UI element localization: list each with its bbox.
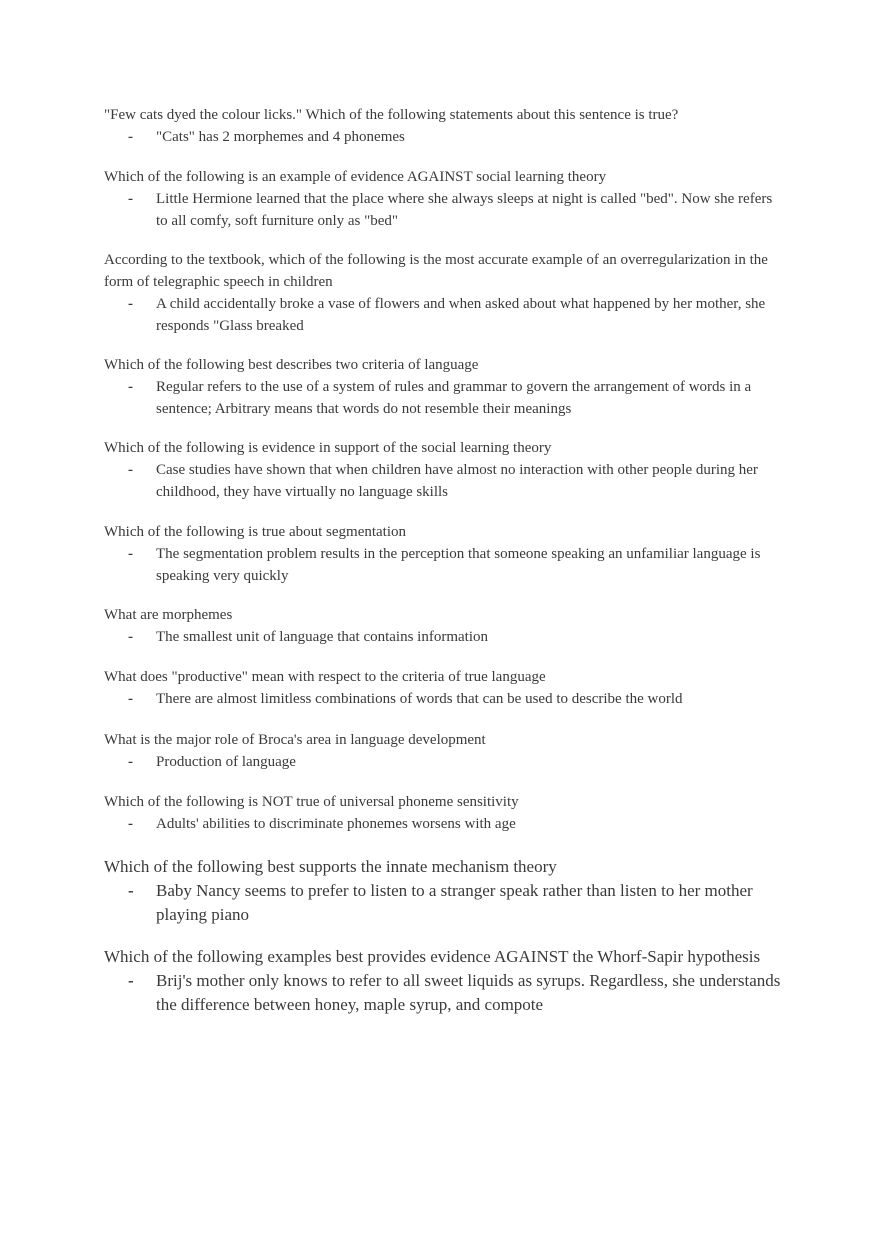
bullet-dash: - — [128, 881, 134, 900]
qa-item-7 — [104, 604, 784, 648]
bullet-dash: - — [128, 546, 133, 562]
bullet-dash: - — [128, 754, 133, 770]
qa-item-1 — [104, 104, 784, 148]
answer-item — [104, 293, 784, 337]
qa-item-12 — [104, 945, 784, 1017]
bullet-dash: - — [128, 379, 133, 395]
answer-text: Adults' abilities to discriminate phonemes worsens with age — [156, 816, 516, 832]
question-text: Which of the following best supports the innate mechanism theory — [104, 857, 557, 876]
bullet-dash: - — [128, 129, 133, 145]
qa-item-11 — [104, 855, 784, 927]
answer-text: There are almost limitless combinations of words that can be used to describe the world — [156, 691, 683, 707]
question-text: Which of the following is evidence in support of the social learning theory — [104, 440, 552, 456]
answer-item — [104, 543, 784, 587]
question-text: Which of the following examples best provides evidence AGAINST the Whorf-Sapir hypothesis — [104, 947, 761, 966]
qa-item-10 — [104, 791, 784, 835]
bullet-dash: - — [128, 971, 134, 990]
answer-item — [104, 459, 784, 503]
answer-item — [104, 188, 784, 232]
question-text: Which of the following is an example of evidence AGAINST social learning theory — [104, 169, 607, 185]
answer-text: A child accidentally broke a vase of flowers and when asked about what happened by her mother, she responds "Glass breaked — [156, 296, 766, 334]
question-text: Which of the following is true about segmentation — [104, 524, 407, 540]
question-text: Which of the following is NOT true of universal phoneme sensitivity — [104, 794, 519, 810]
qa-item-9 — [104, 729, 784, 773]
answer-item — [104, 813, 784, 835]
answer-item — [104, 969, 784, 1017]
answer-text: Production of language — [156, 754, 296, 770]
answer-text: Baby Nancy seems to prefer to listen to a stranger speak rather than listen to her mother playing piano — [156, 881, 753, 924]
bullet-dash: - — [128, 462, 133, 478]
qa-item-2 — [104, 166, 784, 232]
bullet-dash: - — [128, 816, 133, 832]
question-text: According to the textbook, which of the following is the most accurate example of an overregularization in the form of telegraphic speech in children — [104, 252, 768, 290]
bullet-dash: - — [128, 296, 133, 312]
bullet-dash: - — [128, 191, 133, 207]
qa-item-3 — [104, 249, 784, 337]
qa-item-6 — [104, 521, 784, 587]
question-text: What does "productive" mean with respect to the criteria of true language — [104, 669, 546, 685]
answer-text: The segmentation problem results in the perception that someone speaking an unfamiliar language is speaking very quickly — [156, 546, 761, 584]
qa-item-8 — [104, 666, 784, 710]
question-text: "Few cats dyed the colour licks." Which of the following statements about this sentence is true? — [104, 107, 679, 123]
question-text: Which of the following best describes two criteria of language — [104, 357, 479, 373]
answer-item — [104, 626, 784, 648]
qa-item-4 — [104, 354, 784, 420]
answer-text: Case studies have shown that when children have almost no interaction with other people during her childhood, they have virtually no language skills — [156, 462, 758, 500]
answer-text: Little Hermione learned that the place where she always sleeps at night is called "bed". Now she refers to all comfy, soft furniture only as "bed" — [156, 191, 773, 229]
bullet-dash: - — [128, 629, 133, 645]
answer-item — [104, 751, 784, 773]
answer-item — [104, 126, 784, 148]
answer-item — [104, 879, 784, 927]
answer-item — [104, 688, 784, 710]
answer-text: "Cats" has 2 morphemes and 4 phonemes — [156, 129, 405, 145]
question-text: What are morphemes — [104, 607, 233, 623]
answer-text: Regular refers to the use of a system of rules and grammar to govern the arrangement of words in a sentence; Arbitrary means that words do not resemble their meanings — [156, 379, 752, 417]
answer-text: The smallest unit of language that contains information — [156, 629, 488, 645]
answer-item — [104, 376, 784, 420]
bullet-dash: - — [128, 691, 133, 707]
qa-item-5 — [104, 437, 784, 503]
answer-text: Brij's mother only knows to refer to all sweet liquids as syrups. Regardless, she understands the difference between honey, maple syrup, and compote — [156, 971, 781, 1014]
question-text: What is the major role of Broca's area in language development — [104, 732, 486, 748]
